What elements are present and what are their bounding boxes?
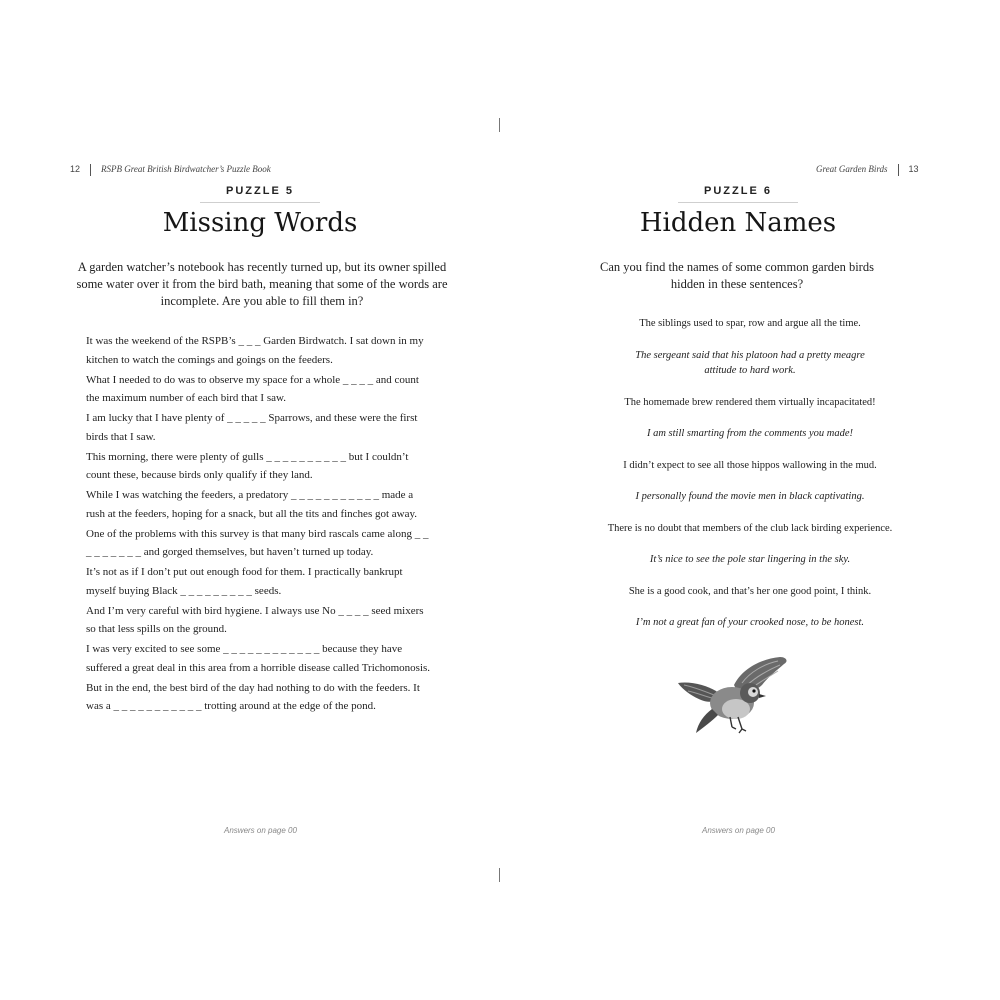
bird-illustration xyxy=(676,655,796,745)
hidden-sentence: I didn’t expect to see all those hippos wallowing in the mud. xyxy=(623,459,877,471)
right-running-header xyxy=(816,164,919,176)
puzzle-label: PUZZLE 5 xyxy=(200,185,320,203)
paragraph: One of the problems with this survey is that many bird rascals came along _ _ _ _ _ _ _ _ _ and gorged themselves, but haven’t turned up today. xyxy=(86,527,429,558)
hidden-sentence: She is a good cook, and that’s her one good point, I think. xyxy=(628,585,872,597)
paragraph: It’s not as if I don’t put out enough food for them. I practically bankrupt myself buying Black _ _ _ _ _ _ _ _ _ seeds. xyxy=(86,566,403,597)
paragraph: And I’m very careful with bird hygiene. I always use No _ _ _ _ seed mixers so that less spills on the ground. xyxy=(86,604,424,635)
puzzle-title: Hidden Names xyxy=(639,208,837,238)
hidden-sentence: I am still smarting from the comments you made! xyxy=(646,428,854,439)
hidden-sentence: The homemade brew rendered them virtually incapacitated! xyxy=(624,396,876,408)
header-divider xyxy=(90,164,91,176)
paragraph: While I was watching the feeders, a predatory _ _ _ _ _ _ _ _ _ _ _ made a rush at the feeders, hoping for a snack, but all the tits and finches got away. xyxy=(86,489,418,520)
answers-footer: Answers on page 00 xyxy=(702,826,775,835)
hidden-sentence: The sergeant said that his platoon had a pretty meagre attitude to hard work. xyxy=(635,349,865,376)
left-running-title: RSPB Great British Birdwatcher’s Puzzle Book xyxy=(101,164,271,175)
hidden-sentence: I personally found the movie men in black captivating. xyxy=(635,491,865,502)
hidden-sentence: I’m not a great fan of your crooked nose, to be honest. xyxy=(635,617,865,628)
paragraph: This morning, there were plenty of gulls _ _ _ _ _ _ _ _ _ _ but I couldn’t count these, because birds only qualify if they land. xyxy=(86,450,409,481)
paragraph: It was the weekend of the RSPB’s _ _ _ Garden Birdwatch. I sat down in my kitchen to watch the comings and goings on the feeders. xyxy=(86,335,424,366)
hidden-sentence: The siblings used to spar, row and argue all the time. xyxy=(639,318,861,329)
puzzle-intro: Can you find the names of some common garden birds hidden in these sentences? xyxy=(600,260,874,291)
answers-footer: Answers on page 00 xyxy=(224,826,297,835)
header-divider xyxy=(898,164,899,176)
left-page-number: 12 xyxy=(70,164,81,175)
puzzle-label: PUZZLE 6 xyxy=(678,185,798,203)
puzzle-title: Missing Words xyxy=(162,208,358,238)
hidden-sentence-list xyxy=(560,316,940,631)
right-page-number: 13 xyxy=(908,164,919,175)
paragraph: But in the end, the best bird of the day had nothing to do with the feeders. It was a _ _ _ _ _ _ _ _ _ _ _ trotting around at the edge of the pond. xyxy=(86,681,420,712)
hidden-sentence: It’s nice to see the pole star lingering in the sky. xyxy=(649,554,851,565)
paragraph: I was very excited to see some _ _ _ _ _ _ _ _ _ _ _ _ because they have suffered a great deal in this area from a horrible disease called Trichomonosis. xyxy=(86,643,431,674)
paragraph: What I needed to do was to observe my space for a whole _ _ _ _ and count the maximum number of each bird that I saw. xyxy=(86,373,419,404)
hidden-sentence: There is no doubt that members of the club lack birding experience. xyxy=(607,522,893,534)
paragraph-list xyxy=(86,332,431,717)
paragraph: I am lucky that I have plenty of _ _ _ _ _ Sparrows, and these were the first birds that I saw. xyxy=(86,412,418,443)
left-running-header xyxy=(70,164,271,176)
right-running-title: Great Garden Birds xyxy=(816,164,888,175)
puzzle-intro: A garden watcher’s notebook has recently turned up, but its owner spilled some water over it from the bird bath, meaning that some of the words are incomplete. Are you able to fill them in? xyxy=(76,260,448,308)
